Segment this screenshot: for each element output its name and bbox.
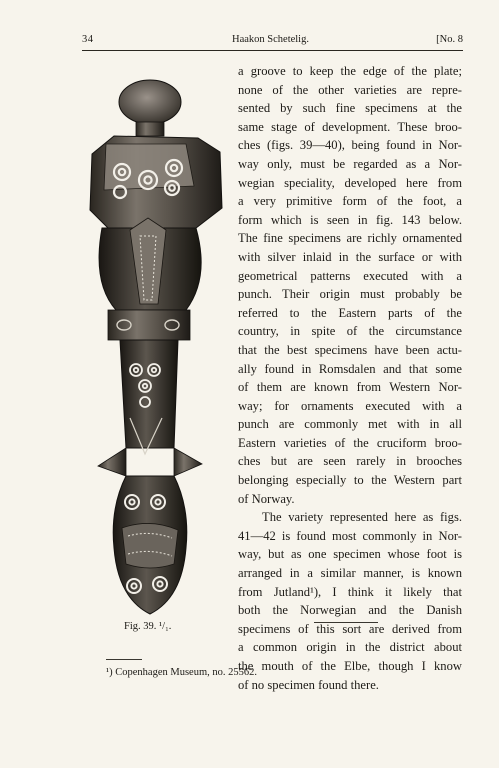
text-line: arranged in a similar manner, is known — [238, 566, 462, 581]
text-line: way, but as one specimen whose foot is — [238, 547, 462, 562]
text-line: specimens of this sort are derived from — [238, 621, 462, 636]
section-end-rule — [314, 622, 378, 623]
paragraph-1 — [238, 62, 462, 508]
text-line: of no specimen found there. — [238, 677, 379, 692]
text-line: none of the other varieties are repre- — [238, 82, 462, 97]
text-line: same stage of development. These broo- — [238, 119, 462, 134]
text-line: 41—42 is found most commonly in Nor- — [238, 528, 462, 543]
text-line: the mouth of the Elbe, though I know — [238, 659, 462, 673]
running-header — [82, 34, 463, 50]
text-line: of them are known from Western Nor- — [238, 380, 462, 395]
text-line: form which is seen in fig. 143 below. — [238, 212, 462, 227]
text-line: Eastern varieties of the cruciform broo- — [238, 435, 462, 450]
header-rule — [82, 50, 463, 51]
text-line: The variety represented here as figs. — [262, 510, 462, 525]
text-line: geometrical patterns executed with a — [238, 268, 462, 283]
text-line: ally found in Romsdalen and that some — [238, 361, 462, 376]
running-author: Haakon Schetelig. — [232, 34, 309, 45]
figure-caption: Fig. 39. ¹/₁. — [124, 621, 172, 632]
text-line: way only, must be regarded as a Nor- — [238, 156, 462, 171]
text-line: of Norway. — [238, 491, 295, 506]
text-line: both the Norwegian and the Danish — [238, 603, 462, 618]
body-text — [238, 62, 462, 694]
text-line: with silver inlaid in the surface or with — [238, 249, 462, 264]
text-line: punch. Their origin must probably be — [238, 287, 462, 302]
footnote: ¹) Copenhagen Museum, no. 25562. — [106, 667, 258, 678]
text-line: sented by such fine specimens at the — [238, 101, 462, 116]
text-line: a common origin in the district about — [238, 640, 462, 655]
text-line: from Jutland¹), I think it likely that — [238, 584, 462, 599]
paragraph-2 — [238, 508, 462, 694]
text-line: The fine specimens are richly ornamented — [238, 231, 462, 246]
text-line: punch are commonly met with in all — [238, 417, 462, 432]
text-line: belonging especially to the Western part — [238, 473, 462, 488]
text-line: a groove to keep the edge of the plate; — [238, 64, 462, 78]
text-line: a very primitive form of the foot, a — [238, 194, 462, 209]
text-line: wegian speciality, developed here from — [238, 175, 462, 190]
brooch-illustration — [86, 78, 232, 623]
text-line: way; for ornaments executed with a — [238, 398, 462, 413]
footnote-rule — [106, 659, 142, 660]
text-line: country, in spite of the circumstance — [238, 324, 462, 339]
text-line: referred to the Eastern parts of the — [238, 305, 462, 320]
text-line: ches (figs. 39—40), being found in Nor- — [238, 138, 462, 153]
text-line: that the best specimens have been actu- — [238, 342, 462, 357]
series-number: [No. 8 — [436, 34, 463, 45]
page-number: 34 — [82, 34, 94, 45]
text-line: ches but are seen rarely in brooches — [238, 454, 462, 469]
